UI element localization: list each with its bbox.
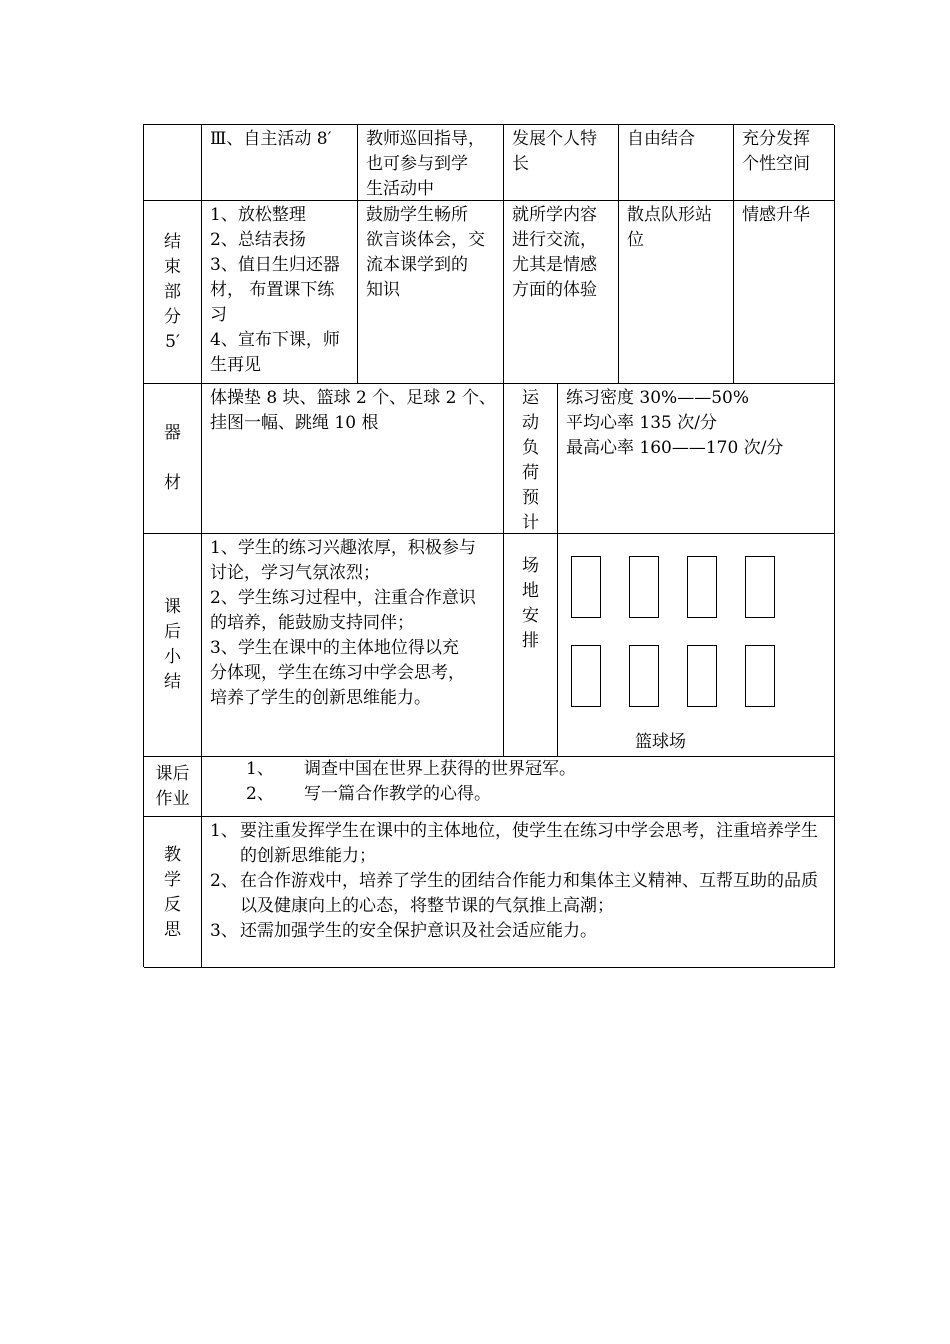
homework-label-line: 作业 <box>155 788 190 809</box>
autonomy-teacher-cell <box>358 125 504 201</box>
court-caption: 篮球场 <box>635 732 686 752</box>
ending-intent-line: 情感升华 <box>742 205 810 225</box>
autonomy-content-line: Ⅲ、自主活动 8′ <box>210 129 332 149</box>
venue-label-char: 场 <box>522 556 539 576</box>
homework-label-line: 课后 <box>155 763 190 784</box>
summary-label-char: 小 <box>164 647 181 667</box>
homework-item-number: 2、 <box>246 784 274 804</box>
reflection-label-cell <box>144 817 202 968</box>
ending-content-line: 3、值日生归还器 <box>210 255 340 275</box>
homework-content-cell <box>202 757 835 817</box>
homework-item <box>246 757 826 782</box>
summary-content-line: 讨论，学习气氛浓烈； <box>210 563 380 583</box>
equipment-content-cell <box>202 384 504 534</box>
ending-teacher-line: 知识 <box>366 280 400 300</box>
court-station <box>745 556 775 618</box>
ending-teacher-line: 鼓励学生畅所 <box>366 205 468 225</box>
autonomy-teacher-line: 生活动中 <box>366 179 434 199</box>
homework-item-number: 1、 <box>246 759 274 779</box>
reflection-item-number: 3、 <box>210 921 238 941</box>
homework-item-text: 调查中国在世界上获得的世界冠军。 <box>304 759 576 779</box>
ending-label-char: 束 <box>164 256 181 277</box>
reflection-item-text: 还需加强学生的安全保护意识及社会适应能力。 <box>240 921 597 941</box>
ending-student-line: 尤其是情感 <box>512 255 597 275</box>
load-label-char: 荷 <box>522 463 539 483</box>
court-station <box>629 645 659 707</box>
ending-content-cell <box>202 201 358 384</box>
autonomy-teacher-line: 也可参与到学 <box>366 154 468 174</box>
ending-student-line: 进行交流， <box>512 230 597 250</box>
summary-label-char: 结 <box>164 672 181 692</box>
ending-label-char: 部 <box>164 281 181 302</box>
ending-student-line: 就所学内容 <box>512 205 597 225</box>
reflection-item <box>210 869 828 919</box>
venue-label-char: 排 <box>522 631 539 651</box>
court-station <box>745 645 775 707</box>
load-label-char: 负 <box>522 438 539 458</box>
summary-label-cell <box>144 534 202 757</box>
lesson-plan-table <box>143 124 834 967</box>
autonomy-label-cell <box>144 125 202 201</box>
reflection-label-char: 学 <box>164 870 181 890</box>
autonomy-intent-line: 个性空间 <box>742 154 810 174</box>
load-value-line: 平均心率 135 次/分 <box>566 413 717 433</box>
ending-organization-cell <box>619 201 734 384</box>
ending-content-line: 生再见 <box>210 355 261 375</box>
autonomy-intent-cell <box>734 125 835 201</box>
court-station <box>687 645 717 707</box>
equipment-content-line: 体操垫 8 块、篮球 2 个、足球 2 个、 <box>210 388 496 408</box>
autonomy-goal-line: 发展个人特 <box>512 129 597 149</box>
autonomy-goal-line: 长 <box>512 154 529 174</box>
reflection-item-number: 2、 <box>210 871 238 891</box>
reflection-label-char: 思 <box>164 920 181 940</box>
court-station <box>629 556 659 618</box>
summary-content-line: 1、学生的练习兴趣浓厚，积极参与 <box>210 538 476 558</box>
homework-item <box>246 782 826 807</box>
ending-label-char: 5′ <box>165 331 180 352</box>
reflection-item <box>210 819 828 869</box>
ending-content-line: 2、总结表扬 <box>210 230 306 250</box>
autonomy-goal-cell <box>504 125 619 201</box>
court-station <box>687 556 717 618</box>
homework-label-cell <box>144 757 202 817</box>
ending-intent-cell <box>734 201 835 384</box>
autonomy-organization-cell <box>619 125 734 201</box>
load-values-cell <box>558 384 835 534</box>
ending-content-line: 4、宣布下课，师 <box>210 330 340 350</box>
autonomy-teacher-line: 教师巡回指导， <box>366 129 485 149</box>
court-station <box>571 645 601 707</box>
ending-organization-line: 位 <box>627 230 644 250</box>
reflection-content-cell <box>202 817 835 968</box>
summary-label-char: 课 <box>164 597 181 617</box>
load-label-cell <box>504 384 558 534</box>
reflection-item-text: 要注重发挥学生在课中的主体地位，使学生在练习中学会思考，注重培养学生的创新思维能力； <box>240 821 818 866</box>
autonomy-intent-line: 充分发挥 <box>742 129 810 149</box>
reflection-label-char: 教 <box>164 845 181 865</box>
homework-item-text: 写一篇合作教学的心得。 <box>304 784 491 804</box>
ending-teacher-cell <box>358 201 504 384</box>
autonomy-content-cell <box>202 125 358 201</box>
ending-label-char: 分 <box>164 306 181 327</box>
reflection-item-text: 在合作游戏中，培养了学生的团结合作能力和集体主义精神、互帮互助的品质以及健康向上的心态，将整节课的气氛推上高潮； <box>240 871 818 916</box>
reflection-item-number: 1、 <box>210 821 238 841</box>
autonomy-organization-line: 自由结合 <box>627 129 695 149</box>
venue-label-cell <box>504 534 558 757</box>
equipment-label-char: 材 <box>164 473 181 493</box>
ending-label-char: 结 <box>164 231 181 252</box>
reflection-item <box>210 919 828 944</box>
equipment-label-char: 器 <box>164 423 181 443</box>
load-value-line: 练习密度 30%——50% <box>566 388 749 408</box>
ending-student-cell <box>504 201 619 384</box>
ending-content-line: 材， 布置课下练 <box>210 280 335 300</box>
equipment-content-line: 挂图一幅、跳绳 10 根 <box>210 413 379 433</box>
venue-layout-cell <box>558 534 835 757</box>
ending-organization-line: 散点队形站 <box>627 205 712 225</box>
summary-content-line: 的培养，能鼓励支持同伴； <box>210 613 414 633</box>
load-label-char: 预 <box>522 488 539 508</box>
court-station <box>571 556 601 618</box>
ending-student-line: 方面的体验 <box>512 280 597 300</box>
summary-content-line: 培养了学生的创新思维能力。 <box>210 688 431 708</box>
ending-teacher-line: 流本课学到的 <box>366 255 468 275</box>
load-label-char: 计 <box>522 513 539 533</box>
venue-label-char: 安 <box>522 606 539 626</box>
ending-label-cell <box>144 201 202 384</box>
load-value-line: 最高心率 160——170 次/分 <box>566 438 784 458</box>
summary-content-line: 分体现，学生在练习中学会思考， <box>210 663 465 683</box>
ending-content-line: 1、放松整理 <box>210 205 306 225</box>
equipment-label-cell <box>144 384 202 534</box>
ending-content-line: 习 <box>210 305 227 325</box>
load-label-char: 运 <box>522 388 539 408</box>
summary-content-line: 2、学生练习过程中，注重合作意识 <box>210 588 476 608</box>
summary-content-line: 3、学生在课中的主体地位得以充 <box>210 638 459 658</box>
venue-label-char: 地 <box>522 581 539 601</box>
reflection-label-char: 反 <box>164 895 181 915</box>
summary-label-char: 后 <box>164 622 181 642</box>
summary-content-cell <box>202 534 504 757</box>
load-label-char: 动 <box>522 413 539 433</box>
ending-teacher-line: 欲言谈体会，交 <box>366 230 485 250</box>
